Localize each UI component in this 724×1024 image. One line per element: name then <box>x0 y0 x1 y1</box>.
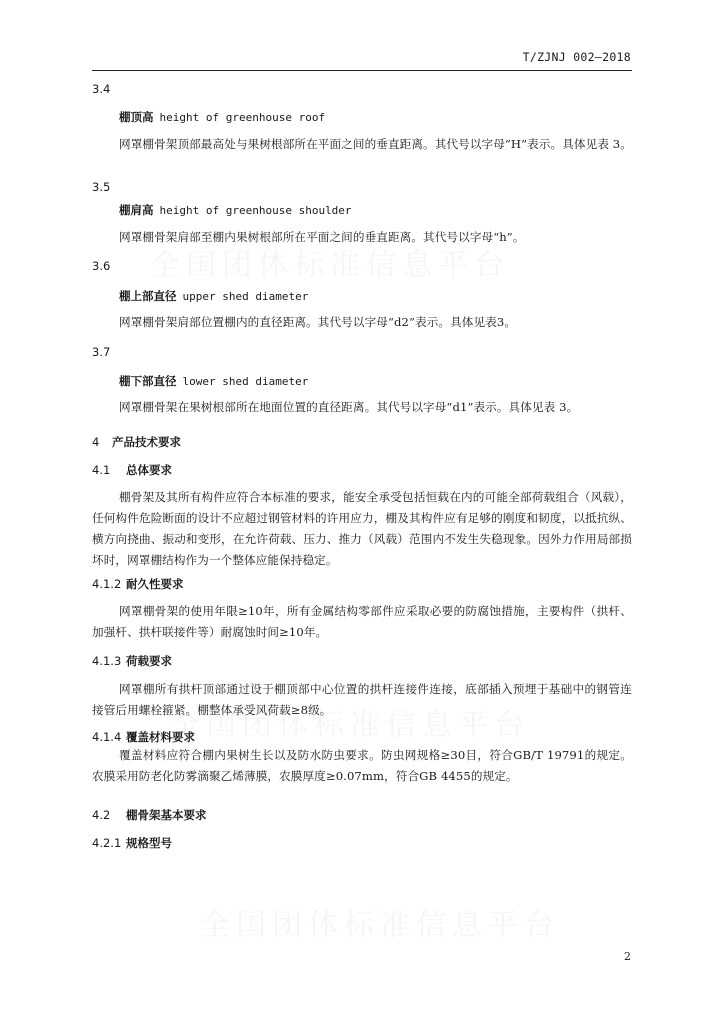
clause-number: 3.7 <box>92 345 111 359</box>
term-heading <box>119 287 308 306</box>
term-zh: 棚上部直径 <box>119 289 177 303</box>
clause-text: 棚骨架及其所有构件应符合本标准的要求，能安全承受包括恒载在内的可能全部荷载组合（风载），任何构件危险断面的设计不应超过钢管材料的许用应力，棚及其构件应有足够的刚度和韧度，以抵抗纵、横方向挠曲、振动和变形，在允许荷载、压力、推力（风载）范围内不发生失稳现象。因外力作用局部损坏时，网罩棚结构作为一个整体应能保持稳定。 <box>92 490 632 567</box>
document-code: T/ZJNJ 002—2018 <box>522 50 631 64</box>
section-title: 规格型号 <box>126 836 172 850</box>
term-en: lower shed diameter <box>182 375 309 388</box>
clause-text: 网罩棚骨架的使用年限≥10年，所有金属结构零部件应采取必要的防腐蚀措施，主要构件（拱杆、加强杆、拱杆联接件等）耐腐蚀时间≥10年。 <box>92 604 632 639</box>
section-number: 4.2 <box>92 808 111 822</box>
definition-text: 网罩棚骨架顶部最高处与果树根部所在平面之间的垂直距离。其代号以字母“H”表示。具体见表 3。 <box>119 137 632 151</box>
section-heading <box>92 834 172 852</box>
header-rule <box>92 70 632 71</box>
section-number: 4.1.3 <box>92 654 122 668</box>
clause-text: 覆盖材料应符合棚内果树生长以及防水防虫要求。防虫网规格≥30目，符合GB/T 19791的规定。农膜采用防老化防雾滴聚乙烯薄膜，农膜厚度≥0.07mm，符合GB 4455的规定。 <box>92 748 632 783</box>
clause-text: 网罩棚所有拱杆顶部通过设于棚顶部中心位置的拱杆连接件连接，底部插入预埋于基础中的钢管连接管后用螺栓箍紧。棚整体承受风荷载≥8级。 <box>92 682 632 717</box>
section-number: 4 <box>92 435 100 449</box>
term-zh: 棚顶高 <box>119 110 154 124</box>
term-heading <box>119 372 308 391</box>
section-number: 4.1 <box>92 463 111 477</box>
page-number: 2 <box>624 950 631 963</box>
term-heading <box>119 108 325 127</box>
section-number: 4.1.2 <box>92 577 122 591</box>
term-en: height of greenhouse roof <box>159 111 326 124</box>
section-title: 荷载要求 <box>126 654 172 668</box>
section-title: 棚骨架基本要求 <box>126 808 207 822</box>
section-title: 总体要求 <box>126 463 172 477</box>
section-title: 产品技术要求 <box>112 435 181 449</box>
clause-number: 3.6 <box>92 259 111 273</box>
term-en: upper shed diameter <box>182 290 309 303</box>
definition-text: 网罩棚骨架在果树根部所在地面位置的直径距离。其代号以字母“d1”表示。具体见表 3。 <box>119 400 579 414</box>
term-heading <box>119 201 352 220</box>
section-title: 耐久性要求 <box>126 577 184 591</box>
section-heading <box>92 433 181 451</box>
definition-text: 网罩棚骨架肩部至棚内果树根部所在平面之间的垂直距离。其代号以字母“h”。 <box>119 230 525 244</box>
section-number: 4.1.4 <box>92 730 122 744</box>
section-number: 4.2.1 <box>92 836 122 850</box>
clause-number: 3.4 <box>92 82 111 96</box>
watermark-text <box>200 900 560 944</box>
definition-text: 网罩棚骨架肩部位置棚内的直径距离。其代号以字母“d2”表示。具体见表3。 <box>119 315 517 329</box>
section-heading <box>92 806 207 824</box>
section-heading <box>92 461 172 479</box>
section-heading <box>92 652 172 670</box>
section-heading <box>92 728 195 746</box>
section-title: 覆盖材料要求 <box>126 730 195 744</box>
clause-number: 3.5 <box>92 180 111 194</box>
term-en: height of greenhouse shoulder <box>159 204 352 217</box>
term-zh: 棚下部直径 <box>119 374 177 388</box>
section-heading <box>92 575 184 593</box>
term-zh: 棚肩高 <box>119 203 154 217</box>
